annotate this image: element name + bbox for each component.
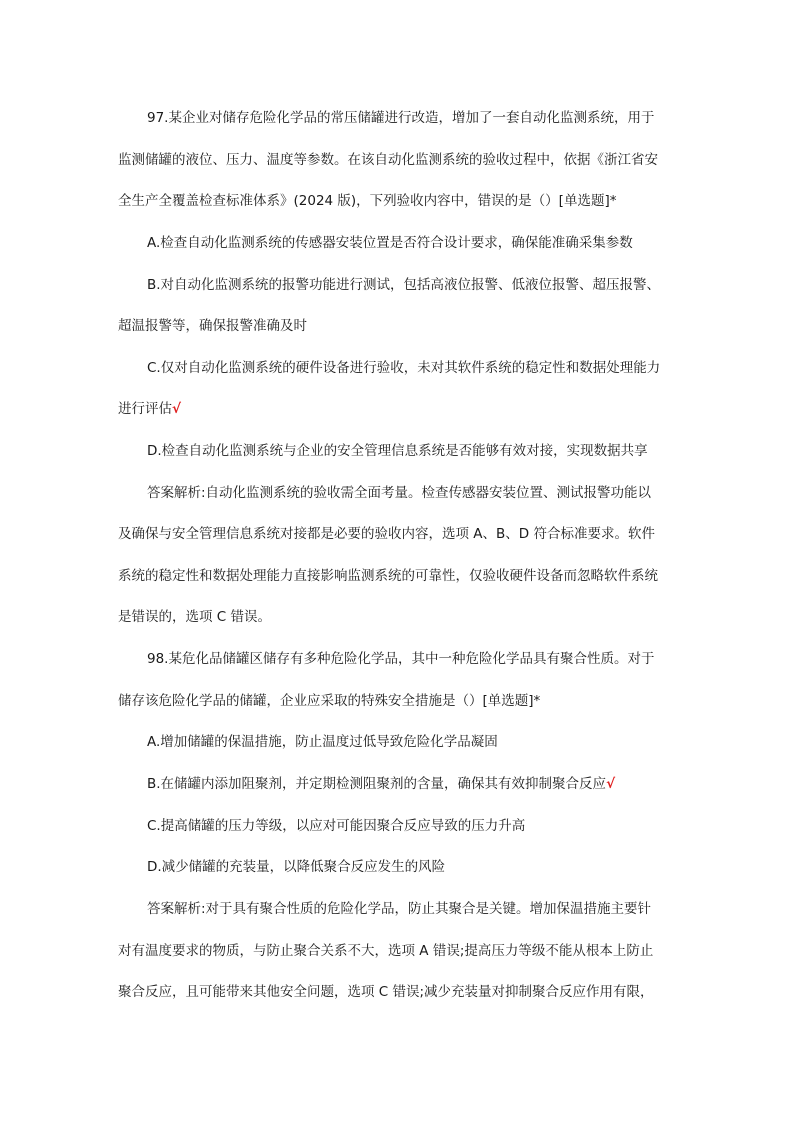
correct-answer-check-icon: √ xyxy=(172,401,182,417)
q98-stem-line-1: 98.某危化品储罐区储存有多种危险化学品，其中一种危险化学品具有聚合性质。对于 xyxy=(147,651,655,667)
q97-option-a: A.检查自动化监测系统的传感器安装位置是否符合设计要求，确保能准确采集参数 xyxy=(147,235,633,251)
q97-option-c-text: 进行评估 xyxy=(118,401,172,417)
q97-option-c-line-2 xyxy=(118,399,181,419)
q97-option-d: D.检查自动化监测系统与企业的安全管理信息系统是否能够有效对接，实现数据共享 xyxy=(147,443,648,459)
correct-answer-check-icon: √ xyxy=(606,776,616,792)
q98-analysis-line-3: 聚合反应，且可能带来其他安全问题，选项 C 错误;减少充装量对抑制聚合反应作用有限， xyxy=(118,984,654,1000)
q98-analysis-line-2: 对有温度要求的物质，与防止聚合关系不大，选项 A 错误;提高压力等级不能从根本上防止 xyxy=(118,943,654,959)
q98-option-d: D.减少储罐的充装量，以降低聚合反应发生的风险 xyxy=(147,859,446,875)
q98-stem-line-2: 储存该危险化学品的储罐，企业应采取的特殊安全措施是（）[单选题]* xyxy=(118,693,541,709)
q98-option-c: C.提高储罐的压力等级，以应对可能因聚合反应导致的压力升高 xyxy=(147,818,526,834)
q97-analysis-line-4: 是错误的，选项 C 错误。 xyxy=(118,609,272,625)
q98-analysis-line-1: 答案解析:对于具有聚合性质的危险化学品，防止其聚合是关键。增加保温措施主要针 xyxy=(147,901,652,917)
q98-option-a: A.增加储罐的保温措施，防止温度过低导致危险化学品凝固 xyxy=(147,734,498,750)
q97-stem-line-3: 全生产全覆盖检查标准体系》(2024 版)，下列验收内容中，错误的是（）[单选题]* xyxy=(118,193,617,209)
q97-option-b-line-2: 超温报警等，确保报警准确及时 xyxy=(118,318,307,334)
q98-option-b xyxy=(147,774,615,794)
q97-analysis-line-2: 及确保与安全管理信息系统对接都是必要的验收内容，选项 A、B、D 符合标准要求。软件 xyxy=(118,526,655,542)
q97-stem-line-1: 97.某企业对储存危险化学品的常压储罐进行改造，增加了一套自动化监测系统，用于 xyxy=(147,110,655,126)
q97-analysis-line-1: 答案解析:自动化监测系统的验收需全面考量。检查传感器安装位置、测试报警功能以 xyxy=(147,485,652,501)
q97-option-c-line-1: C.仅对自动化监测系统的硬件设备进行验收，未对其软件系统的稳定性和数据处理能力 xyxy=(147,360,661,376)
q98-option-b-text: B.在储罐内添加阻聚剂，并定期检测阻聚剂的含量，确保其有效抑制聚合反应 xyxy=(147,776,607,792)
q97-option-b-line-1: B.对自动化监测系统的报警功能进行测试，包括高液位报警、低液位报警、超压报警、 xyxy=(147,277,661,293)
q97-analysis-line-3: 系统的稳定性和数据处理能力直接影响监测系统的可靠性，仅验收硬件设备而忽略软件系统 xyxy=(118,568,658,584)
q97-stem-line-2: 监测储罐的液位、压力、温度等参数。在该自动化监测系统的验收过程中，依据《浙江省安 xyxy=(118,152,658,168)
